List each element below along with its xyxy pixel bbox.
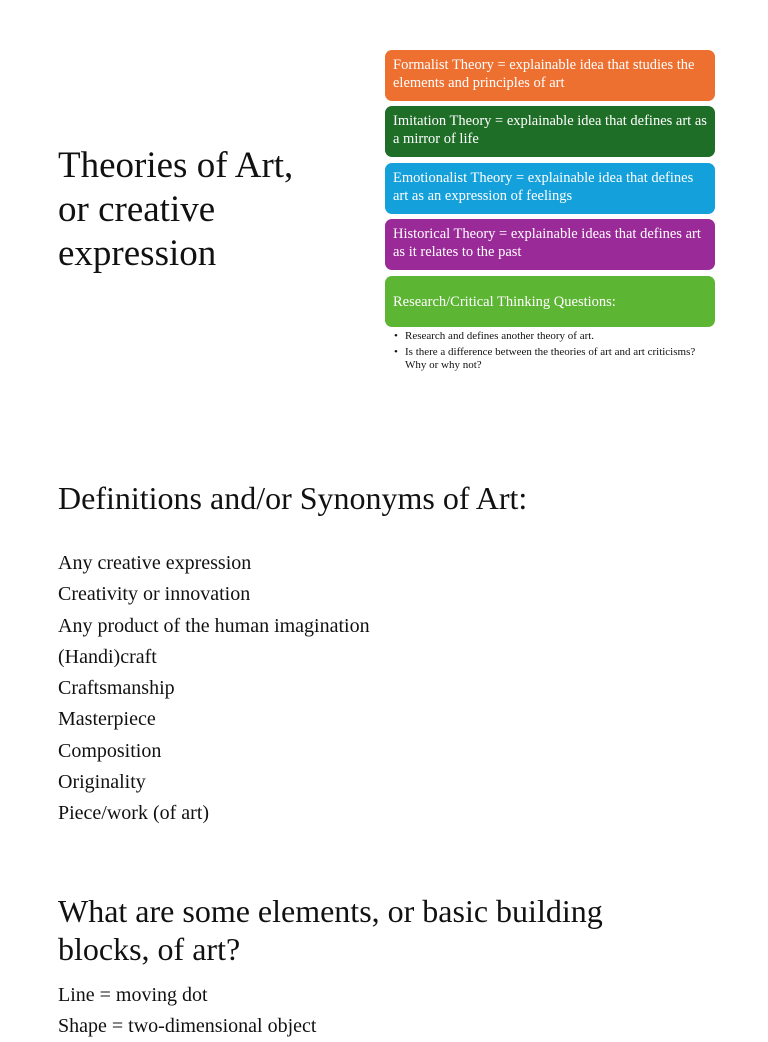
definitions-title: Definitions and/or Synonyms of Art: [58,480,528,516]
list-item: Line = moving dot [58,984,208,1006]
bullet-mark: • [394,346,398,358]
list-item: Masterpiece [58,708,156,731]
theory-text-historical: Historical Theory = explainable ideas that defines art as it relates to the past [393,226,701,260]
theory-box-imitation [385,106,715,157]
research-questions-list [393,330,713,375]
synonyms-list [58,548,370,830]
theory-text-imitation: Imitation Theory = explainable idea that defines art as a mirror of life [393,113,707,147]
list-item: Any product of the human imagination [58,614,370,637]
list-item: Composition [58,739,162,762]
list-item: Any creative expression [58,552,252,574]
theories-title-line-2: or creative [58,189,216,230]
theory-box-formalist [385,50,715,101]
theories-title [58,144,358,276]
question-text: Is there a difference between the theories of art and art criticisms? Why or why not? [405,346,696,371]
theory-box-research [385,276,715,327]
list-item [393,346,713,372]
list-item: Creativity or innovation [58,583,251,606]
theory-text-emotionalist: Emotionalist Theory = explainable idea that defines art as an expression of feelings [393,170,694,204]
theory-text-formalist: Formalist Theory = explainable idea that studies the elements and principles of art [393,57,695,91]
list-item: Originality [58,771,146,794]
elements-title: What are some elements, or basic building blocks, of art? [58,893,603,967]
list-item [393,330,713,343]
list-item: Piece/work (of art) [58,802,210,825]
list-item: Shape = two-dimensional object [58,1015,317,1037]
bullet-mark: • [394,330,398,342]
list-item: Craftsmanship [58,677,175,700]
theories-title-line-1: Theories of Art, [58,145,294,186]
question-text: Research and defines another theory of art. [405,330,595,342]
theory-box-historical [385,219,715,270]
theories-title-line-3: expression [58,233,217,274]
theory-text-research: Research/Critical Thinking Questions: [393,293,616,310]
list-item: (Handi)craft [58,645,157,668]
theory-box-emotionalist [385,163,715,214]
elements-list [58,980,316,1042]
